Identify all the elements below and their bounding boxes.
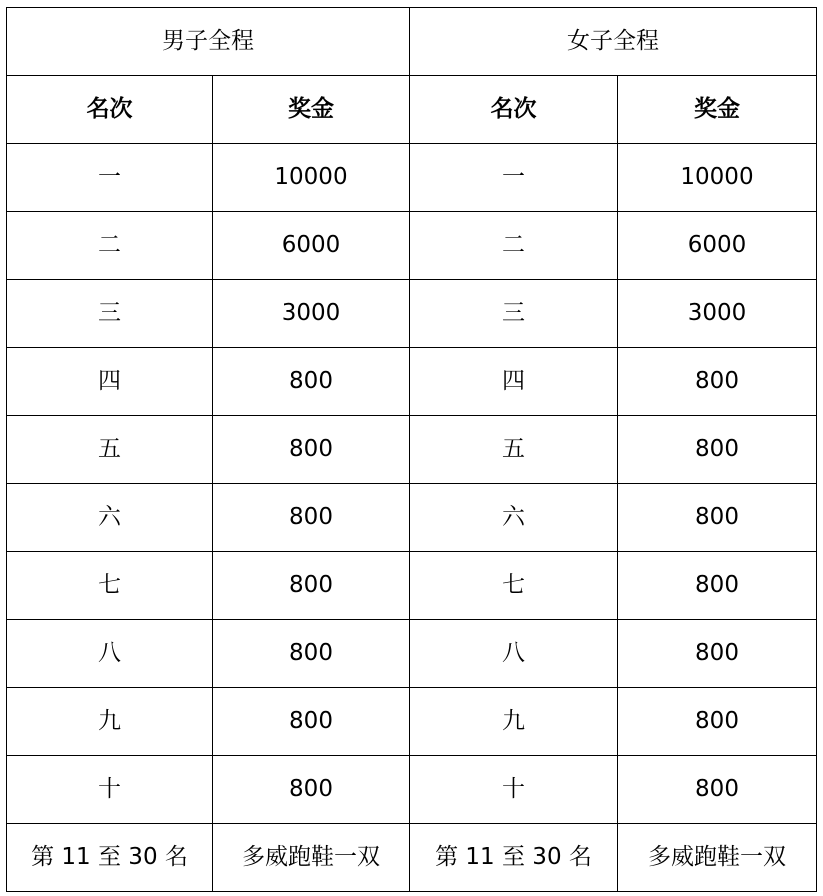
women-prize-cell: 800 [618,484,817,552]
women-rank-cell: 一 [410,144,618,212]
table-row [7,484,817,552]
men-prize-cell: 6000 [213,212,410,280]
women-rank-cell: 四 [410,348,618,416]
women-prize-cell: 多威跑鞋一双 [618,824,817,892]
women-prize-column-header: 奖金 [618,76,817,144]
men-prize-cell: 800 [213,348,410,416]
women-rank-cell: 三 [410,280,618,348]
women-rank-cell: 七 [410,552,618,620]
women-rank-column-header: 名次 [410,76,618,144]
men-rank-cell: 九 [7,688,213,756]
men-rank-column-header: 名次 [7,76,213,144]
women-rank-cell: 九 [410,688,618,756]
table-row [7,348,817,416]
men-rank-cell: 三 [7,280,213,348]
men-rank-cell: 四 [7,348,213,416]
table-row [7,688,817,756]
table-row [7,212,817,280]
men-rank-cell: 二 [7,212,213,280]
men-rank-cell: 七 [7,552,213,620]
men-prize-cell: 800 [213,756,410,824]
women-prize-cell: 800 [618,756,817,824]
table-row [7,144,817,212]
table-row [7,756,817,824]
women-rank-cell: 五 [410,416,618,484]
column-header-row [7,76,817,144]
women-prize-cell: 800 [618,348,817,416]
women-full-marathon-header: 女子全程 [410,8,817,76]
group-header-row [7,8,817,76]
women-rank-cell: 八 [410,620,618,688]
women-prize-cell: 800 [618,688,817,756]
women-prize-cell: 6000 [618,212,817,280]
men-prize-cell: 10000 [213,144,410,212]
men-full-marathon-header: 男子全程 [7,8,410,76]
women-prize-cell: 800 [618,416,817,484]
table-row [7,280,817,348]
table-row [7,416,817,484]
men-rank-cell: 八 [7,620,213,688]
men-rank-cell: 第 11 至 30 名 [7,824,213,892]
prize-table [6,7,817,892]
women-prize-cell: 3000 [618,280,817,348]
women-rank-cell: 第 11 至 30 名 [410,824,618,892]
men-prize-cell: 800 [213,552,410,620]
women-rank-cell: 六 [410,484,618,552]
women-rank-cell: 十 [410,756,618,824]
men-rank-cell: 五 [7,416,213,484]
men-prize-cell: 800 [213,620,410,688]
women-rank-cell: 二 [410,212,618,280]
men-prize-cell: 800 [213,484,410,552]
men-rank-cell: 六 [7,484,213,552]
women-prize-cell: 10000 [618,144,817,212]
men-prize-cell: 800 [213,688,410,756]
table-row [7,824,817,892]
table-row [7,552,817,620]
men-prize-column-header: 奖金 [213,76,410,144]
men-prize-cell: 多威跑鞋一双 [213,824,410,892]
table-row [7,620,817,688]
men-rank-cell: 十 [7,756,213,824]
men-rank-cell: 一 [7,144,213,212]
men-prize-cell: 800 [213,416,410,484]
women-prize-cell: 800 [618,620,817,688]
women-prize-cell: 800 [618,552,817,620]
men-prize-cell: 3000 [213,280,410,348]
